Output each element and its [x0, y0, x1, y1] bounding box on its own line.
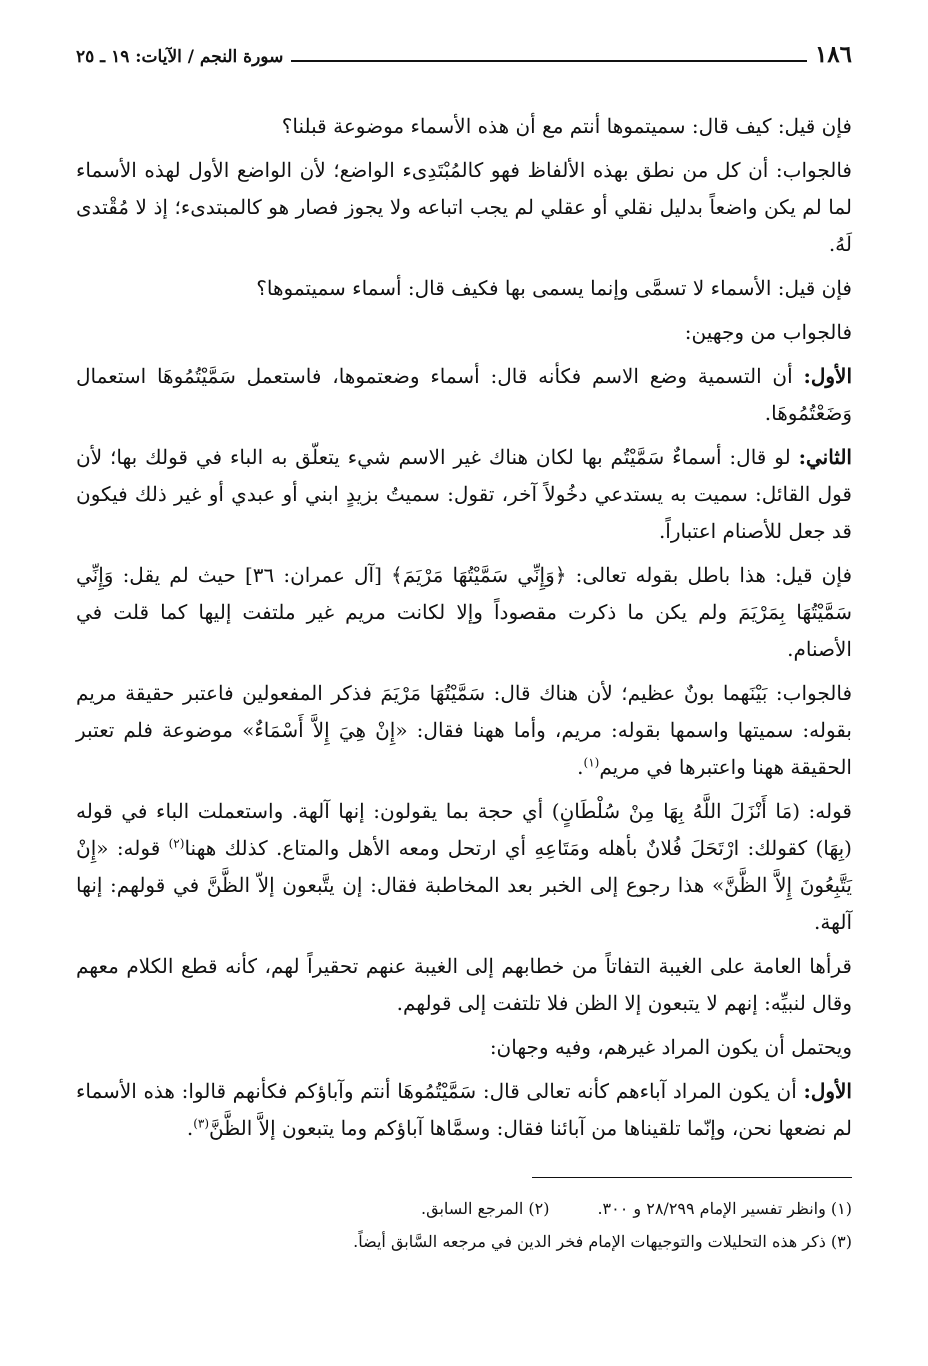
footnote: (٣) ذكر هذه التحليلات والتوجيهات الإمام فخر الدين في مرجعه السَّابق أيضاً.: [353, 1232, 852, 1251]
paragraph-text: قرأها العامة على الغيبة التفاتاً من خطابهم إلى الغيبة عنهم تحقيراً لهم، كأنه قطع الكلام معهم وقال لنبيِّه: إنهم لا يتبعون إلا الظن فلا تلتفت إلى قولهم.: [76, 954, 852, 1015]
paragraph-text: أن يكون المراد آباءهم كأنه تعالى قال: سَمَّيْتُمُوهَا أنتم وآباؤكم فكأنهم قالوا: هذه الأسماء لم نضعها نحن، وإنّما تلقيناها من آبائنا فقال: وسمَّاها آباؤكم وما يتبعون إلاَّ الظَّنَّ: [76, 1079, 852, 1140]
paragraph-text: قوله: (مَا أَنْزَلَ اللَّهُ بِهَا مِنْ سُلْطَانٍ) أي حجة بما يقولون: إنها آلهة. واستعملت الباء في قوله (بِهَا) كقولك: ارْتَحَلَ فُلانٌ بأهله ومَتَاعِهِ أي ارتحل ومعه الأهل والمتاع. كذلك ههنا: [76, 799, 852, 860]
footnote-line: [76, 1192, 852, 1225]
header-rule: [291, 60, 807, 62]
paragraph: [76, 793, 852, 941]
footnote: (٢) المرجع السابق.: [421, 1199, 550, 1218]
paragraph-text: لو قال: أسماءٌ سَمَّيْتُم بها لكان هناك غير الاسم شيء يتعلّق به الباء في قولك بها؛ لأن قول القائل: سميت به يستدعي دخُولاً آخر، تقول: سميتُ بزيدٍ ابني أو عبدي أو غير ذلك فيكون قد جعل للأصنام اعتباراً.: [76, 445, 852, 543]
footnotes: [76, 1192, 852, 1258]
paragraph: [76, 358, 852, 432]
footnote-marker: (١): [583, 755, 600, 770]
paragraph: [76, 675, 852, 786]
paragraph-text: فالجواب: بَيْنَهما بونٌ عظيم؛ لأن هناك قال: سَمَّيْتُهَا مَرْيَمَ فذكر المفعولين فاعتبر حقيقة مريم بقوله: سميتها واسمها بقوله: مريم، وأما ههنا فقال: «إِنْ هِيَ إِلاَّ أَسْمَاءٌ» موضوعة فلم تعتبر الحقيقة ههنا واعتبرها في مريم: [76, 681, 853, 779]
footnote-rule: [532, 1177, 852, 1178]
paragraph-text: فالجواب: أن كل من نطق بهذه الألفاظ فهو كالمُبْتَدِىء الواضع؛ لأن الواضع الأول لهذه الأسماء لما لم يكن واضعاً بدليل نقلي أو عقلي لم يجب اتباعه ولا يجوز فصار هو كالمبتدىء؛ إذ لا مُقْتدى لَهُ.: [76, 158, 852, 256]
paragraph-text: أن التسمية وضع الاسم فكأنه قال: أسماء وضعتموها، فاستعمل سَمَّيْتُمُوهَا استعمال وَضَعْتُمُوهَا.: [76, 364, 852, 425]
page-header: [76, 34, 852, 68]
paragraph: [76, 270, 852, 307]
paragraph: [76, 108, 852, 145]
page-number: ١٨٦: [814, 41, 852, 68]
paragraph-text: فإن قيل: كيف قال: سميتموها أنتم مع أن هذه الأسماء موضوعة قبلنا؟: [281, 114, 852, 138]
paragraph: [76, 948, 852, 1022]
paragraph: [76, 152, 852, 263]
footnote: (١) وانظر تفسير الإمام ٢٨/٢٩٩ و ٣٠٠.: [597, 1199, 852, 1218]
paragraph-label: الثاني:: [798, 445, 852, 469]
running-head: سورة النجم / الآيات: ١٩ ـ ٢٥: [76, 47, 284, 67]
paragraph-text: فإن قيل: الأسماء لا تسمَّى وإنما يسمى بها فكيف قال: أسماء سميتموها؟: [256, 276, 852, 300]
paragraph-text: ويحتمل أن يكون المراد غيرهم، وفيه وجهان:: [489, 1035, 852, 1059]
paragraph: [76, 557, 852, 668]
footnote-marker: (٣): [193, 1116, 210, 1131]
paragraph: [76, 1029, 852, 1066]
paragraph-text-tail: .: [577, 755, 584, 779]
footnote-marker: (٢): [168, 836, 185, 851]
paragraph-label: الأول:: [803, 364, 853, 388]
paragraph: [76, 1073, 852, 1147]
paragraph-label: الأول:: [803, 1079, 852, 1103]
paragraph-text: فالجواب من وجهين:: [684, 320, 852, 344]
main-text: [76, 108, 852, 1147]
paragraph-text-tail: .: [186, 1116, 194, 1140]
paragraph: [76, 439, 852, 550]
paragraph: [76, 314, 852, 351]
paragraph-text-tail: قوله: «إِنْ يَتَّبِعُونَ إِلاَّ الظَّنَّ» هذا رجوع إلى الخبر بعد المخاطبة فقال: إن يتَّبعون إلاّ الظَّنَّ في قولهم: إنها آلهة.: [76, 836, 852, 934]
paragraph-text: فإن قيل: هذا باطل بقوله تعالى: ﴿وَإِنِّي سَمَّيْتُهَا مَرْيَمَ﴾ [آل عمران: ٣٦] حيث لم يقل: وَإِنِّي سَمَّيْتُهَا بِمَرْيَمَ ولم يكن ما ذكرت مقصوداً وإلا لكانت مريم غير ملتفت إليها كما قلت في الأصنام.: [76, 563, 853, 661]
footnote-line: [76, 1225, 852, 1258]
